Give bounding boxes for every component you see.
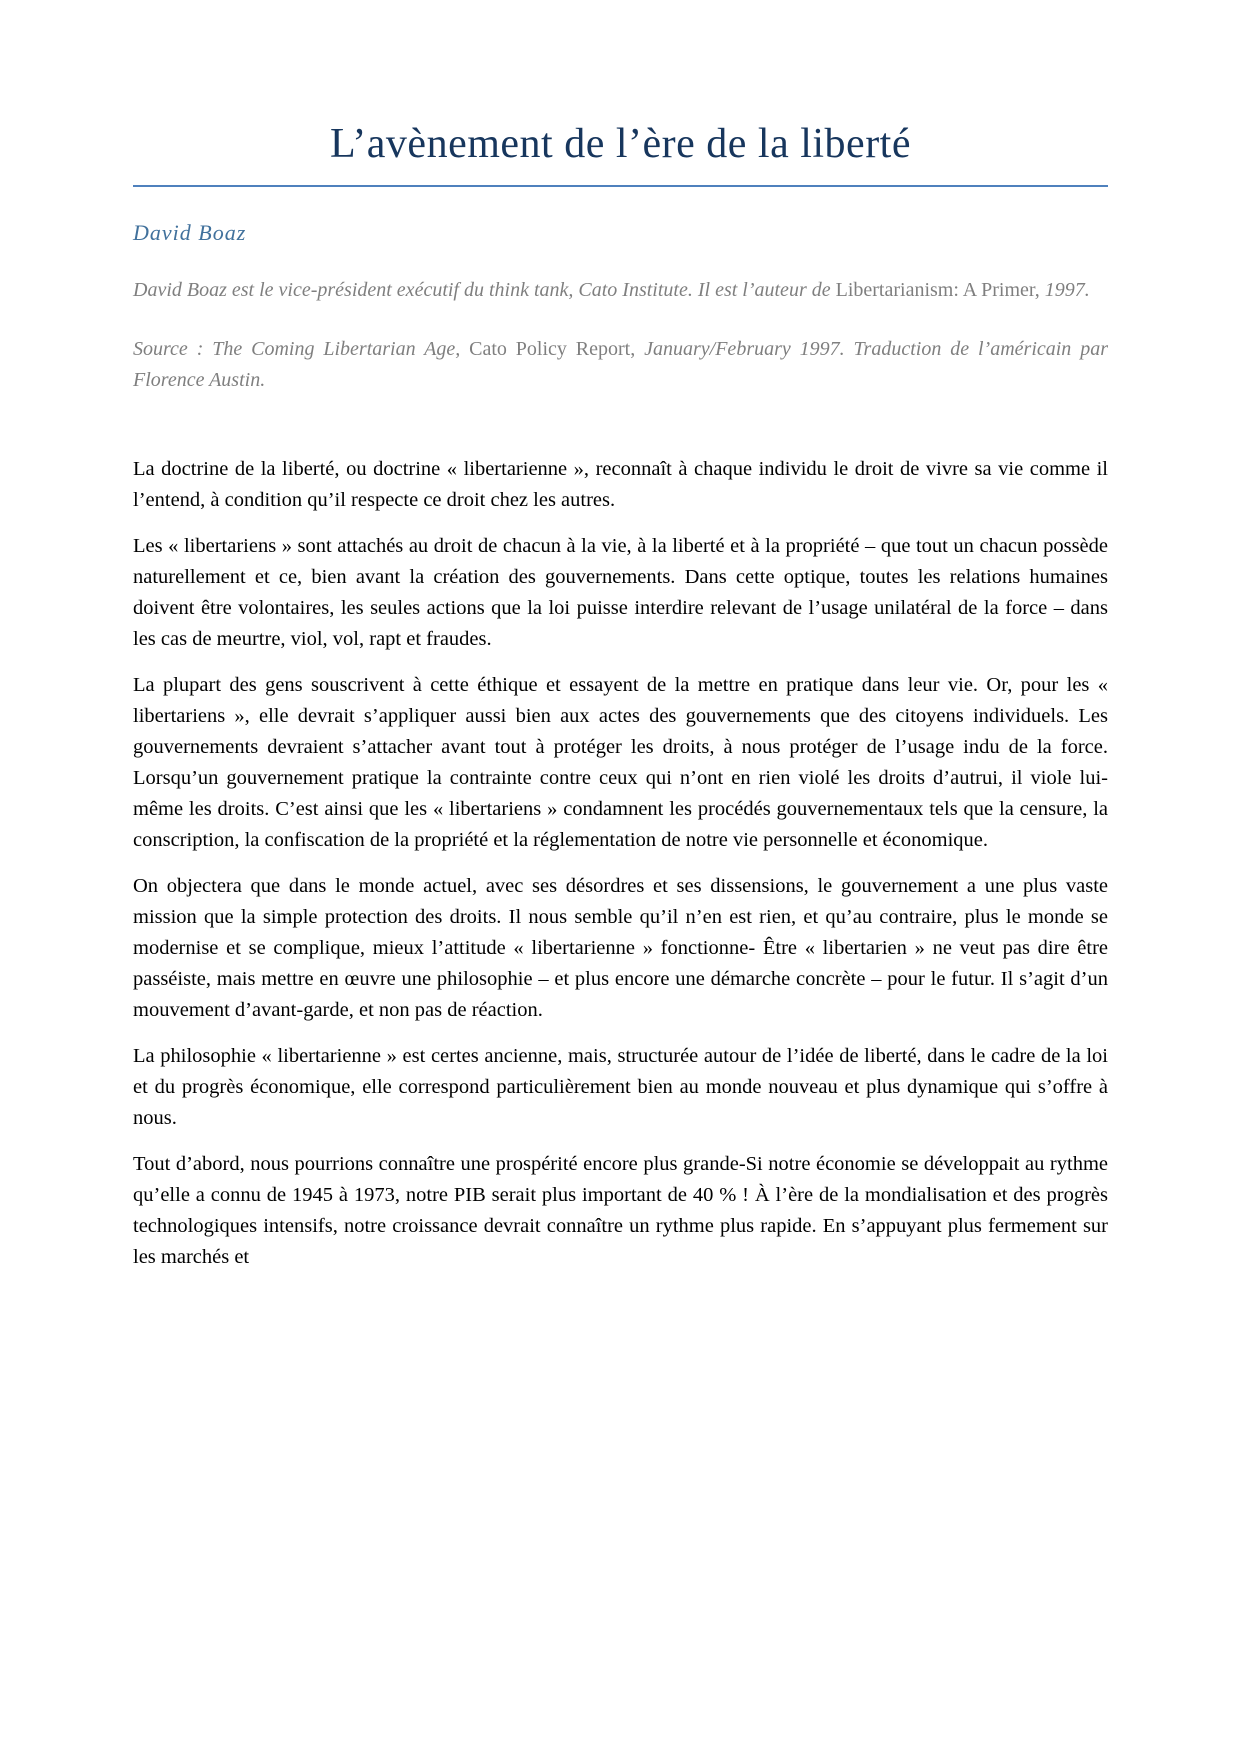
author-name: David Boaz — [133, 219, 247, 245]
article-body — [133, 454, 1108, 1273]
source-note — [133, 334, 1108, 396]
author-bio — [133, 275, 1108, 306]
source-publication: Cato Policy Report, — [469, 338, 645, 361]
bio-year: 1997. — [1044, 279, 1090, 302]
body-paragraph-2: Les « libertariens » sont attachés au droit de chacun à la vie, à la liberté et à la propriété – que tout un chacun possède naturellement et ce, bien avant la création des gouvernements. Dans cette optique, toutes les relations humaines doivent être volontaires, les seules actions que la loi puisse interdire relevant de l’usage unilatéral de la force – dans les cas de meurtre, viol, vol, rapt et fraudes. — [133, 535, 1108, 651]
source-lead-text: Source : The Coming Libertarian Age, — [133, 338, 470, 361]
body-paragraph-5: La philosophie « libertarienne » est certes ancienne, mais, structurée autour de l’idée de liberté, dans le cadre de la loi et du progrès économique, elle correspond particulièrement bien au monde nouveau et plus dynamique qui s’offre à nous. — [133, 1045, 1108, 1130]
body-paragraph-1: La doctrine de la liberté, ou doctrine « libertarienne », reconnaît à chaque individu le droit de vivre sa vie comme il l’entend, à condition qu’il respecte ce droit chez les autres. — [133, 458, 1108, 512]
body-paragraph-4: On objectera que dans le monde actuel, avec ses désordres et ses dissensions, le gouvernement a une plus vaste mission que la simple protection des droits. Il nous semble qu’il n’en est rien, et qu’au contraire, plus le monde se modernise et se complique, mieux l’attitude « libertarienne » fonctionne- Être « libertarien » ne veut pas dire être passéiste, mais mettre en œuvre une philosophie – et plus encore une démarche concrète – pour le futur. Il s’agit d’un mouvement d’avant-garde, et non pas de réaction. — [133, 875, 1108, 1022]
bio-book-title: Libertarianism: A Primer, — [835, 279, 1045, 302]
body-paragraph-6: Tout d’abord, nous pourrions connaître une prospérité encore plus grande-Si notre économie se développait au rythme qu’elle a connu de 1945 à 1973, notre PIB serait plus important de 40 % ! À l’ère de la mondialisation et des progrès technologiques intensifs, notre croissance devrait connaître un rythme plus rapide. En s’appuyant plus fermement sur les marchés et — [133, 1153, 1108, 1269]
source-tail-text: January/February 1997. Traduction de l’américain par Florence Austin. — [133, 338, 1108, 392]
bio-lead-text: David Boaz est le vice-président exécutif du think tank, Cato Institute. Il est l’auteur de — [133, 279, 836, 302]
body-paragraph-3: La plupart des gens souscrivent à cette éthique et essayent de la mettre en pratique dans leur vie. Or, pour les « libertariens », elle devrait s’appliquer aussi bien aux actes des gouvernements que des citoyens individuels. Les gouvernements devraient s’attacher avant tout à protéger les droits, à nous protéger de l’usage indu de la force. Lorsqu’un gouvernement pratique la contrainte contre ceux qui n’ont en rien violé les droits d’autrui, il viole lui-même les droits. C’est ainsi que les « libertariens » condamnent les procédés gouvernementaux tels que la censure, la conscription, la confiscation de la propriété et la réglementation de notre vie personnelle et économique. — [133, 674, 1108, 852]
document-title: L’avènement de l’ère de la liberté — [133, 118, 1108, 187]
